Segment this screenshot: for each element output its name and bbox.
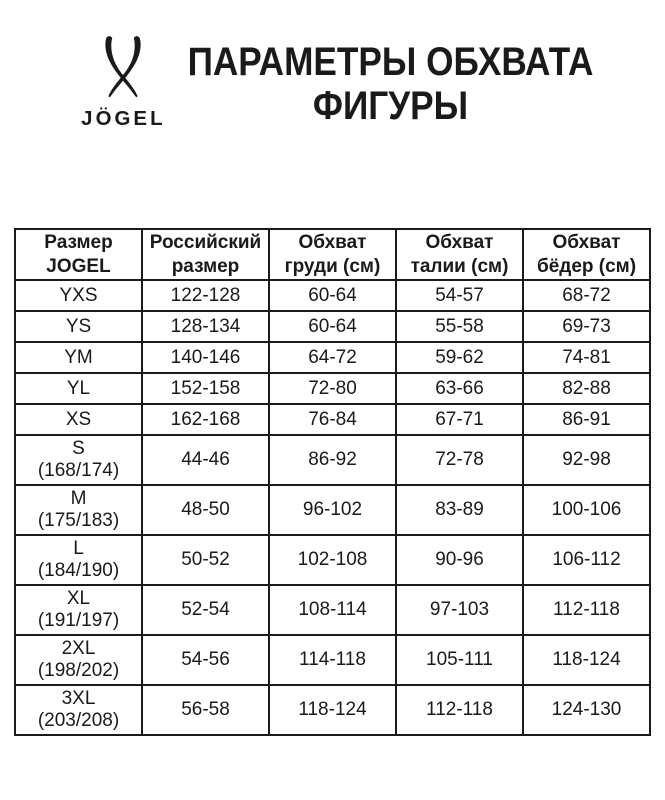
cell-russian-size: [142, 585, 269, 635]
cell-chest: [269, 404, 396, 435]
size-table-head: [15, 229, 650, 280]
range-value: 69-73: [562, 315, 611, 337]
cell-waist: [396, 280, 523, 311]
cell-hips: [523, 373, 650, 404]
range-value: 96-102: [302, 499, 363, 520]
table-row: [15, 485, 650, 535]
cell-chest: [269, 635, 396, 685]
cell-size-jogel: [15, 435, 142, 485]
cell-waist: [396, 635, 523, 685]
range-value: 86-92: [308, 449, 357, 470]
range-value: 74-81: [562, 346, 611, 368]
range-value: 72-80: [308, 377, 357, 399]
cell-chest: [269, 280, 396, 311]
cell-russian-size: [142, 373, 269, 404]
range-value: 118-124: [298, 699, 367, 720]
size-label: YL: [66, 377, 91, 399]
range-value: 128-134: [170, 315, 241, 337]
cell-waist: [396, 373, 523, 404]
range-value: 108-114: [298, 599, 367, 620]
range-value: 54-57: [435, 284, 484, 306]
size-height-note: (168/174): [37, 460, 120, 481]
table-row: [15, 535, 650, 585]
cell-hips: [523, 404, 650, 435]
cell-russian-size: [142, 635, 269, 685]
title-line-2: ФИГУРЫ: [312, 84, 469, 128]
column-header: [269, 229, 396, 280]
range-value: 90-96: [435, 549, 484, 570]
cell-waist: [396, 404, 523, 435]
column-header: [15, 229, 142, 280]
cell-chest: [269, 685, 396, 735]
cell-hips: [523, 280, 650, 311]
column-header-line-2: талии (см): [410, 255, 509, 277]
cell-hips: [523, 535, 650, 585]
size-label: XL: [66, 588, 91, 609]
cell-waist: [396, 485, 523, 535]
size-label: YXS: [59, 284, 98, 306]
range-value: 54-56: [181, 649, 230, 670]
range-value: 162-168: [170, 408, 241, 430]
brand-wordmark: JÖGEL: [80, 108, 166, 130]
size-label: M: [70, 488, 87, 509]
cell-size-jogel: [15, 635, 142, 685]
range-value: 64-72: [308, 346, 357, 368]
range-value: 82-88: [562, 377, 611, 399]
cell-waist: [396, 535, 523, 585]
cell-russian-size: [142, 280, 269, 311]
cell-waist: [396, 585, 523, 635]
page-title: [118, 40, 663, 128]
cell-hips: [523, 635, 650, 685]
cell-size-jogel: [15, 311, 142, 342]
range-value: 55-58: [435, 315, 484, 337]
size-height-note: (175/183): [37, 510, 120, 531]
size-label: YM: [64, 346, 93, 368]
column-header-line-1: Обхват: [425, 231, 494, 253]
range-value: 48-50: [181, 499, 230, 520]
range-value: 76-84: [308, 408, 357, 430]
range-value: 106-112: [552, 549, 621, 570]
size-table-body: [15, 280, 650, 735]
column-header: [396, 229, 523, 280]
cell-size-jogel: [15, 373, 142, 404]
table-row: [15, 435, 650, 485]
range-value: 118-124: [552, 649, 621, 670]
cell-chest: [269, 585, 396, 635]
size-label: S: [72, 438, 85, 459]
cell-russian-size: [142, 404, 269, 435]
range-value: 83-89: [435, 499, 484, 520]
cell-chest: [269, 311, 396, 342]
table-row: [15, 685, 650, 735]
range-value: 112-118: [426, 699, 493, 720]
cell-russian-size: [142, 535, 269, 585]
range-value: 63-66: [435, 377, 484, 399]
cell-russian-size: [142, 435, 269, 485]
range-value: 105-111: [426, 649, 493, 670]
cell-size-jogel: [15, 585, 142, 635]
column-header: [523, 229, 650, 280]
size-height-note: (191/197): [37, 610, 120, 631]
table-row: [15, 342, 650, 373]
range-value: 56-58: [181, 699, 230, 720]
size-height-note: (203/208): [37, 710, 120, 731]
range-value: 152-158: [170, 377, 241, 399]
cell-hips: [523, 435, 650, 485]
range-value: 97-103: [429, 599, 490, 620]
range-value: 44-46: [181, 449, 230, 470]
table-row: [15, 280, 650, 311]
range-value: 50-52: [181, 549, 230, 570]
size-height-note: (198/202): [37, 660, 120, 681]
size-table: [14, 228, 651, 736]
range-value: 100-106: [551, 499, 622, 520]
cell-waist: [396, 435, 523, 485]
cell-waist: [396, 311, 523, 342]
cell-russian-size: [142, 485, 269, 535]
range-value: 112-118: [553, 599, 620, 620]
range-value: 72-78: [435, 449, 484, 470]
cell-size-jogel: [15, 342, 142, 373]
range-value: 60-64: [308, 315, 357, 337]
size-label: XS: [65, 408, 92, 430]
cell-size-jogel: [15, 404, 142, 435]
cell-waist: [396, 342, 523, 373]
range-value: 60-64: [308, 284, 357, 306]
cell-chest: [269, 485, 396, 535]
range-value: 102-108: [297, 549, 368, 570]
size-label: YS: [65, 315, 92, 337]
size-label: L: [73, 538, 84, 559]
cell-chest: [269, 535, 396, 585]
range-value: 59-62: [435, 346, 484, 368]
column-header-line-2: размер: [171, 255, 240, 277]
cell-hips: [523, 685, 650, 735]
table-header-row: [15, 229, 650, 280]
range-value: 124-130: [551, 699, 622, 720]
range-value: 52-54: [181, 599, 230, 620]
column-header: [142, 229, 269, 280]
cell-hips: [523, 485, 650, 535]
table-row: [15, 404, 650, 435]
cell-hips: [523, 585, 650, 635]
range-value: 68-72: [562, 284, 611, 306]
cell-chest: [269, 373, 396, 404]
table-row: [15, 373, 650, 404]
table-row: [15, 585, 650, 635]
range-value: 114-118: [299, 649, 366, 670]
cell-hips: [523, 311, 650, 342]
range-value: 86-91: [562, 408, 611, 430]
cell-hips: [523, 342, 650, 373]
column-header-line-2: бёдер (см): [536, 255, 637, 277]
column-header-line-1: Размер: [44, 231, 113, 253]
column-header-line-1: Обхват: [298, 231, 367, 253]
cell-chest: [269, 435, 396, 485]
range-value: 92-98: [562, 449, 611, 470]
cell-waist: [396, 685, 523, 735]
table-row: [15, 311, 650, 342]
size-label: 2XL: [61, 638, 96, 659]
range-value: 67-71: [435, 408, 484, 430]
cell-russian-size: [142, 311, 269, 342]
column-header-line-2: JOGEL: [46, 255, 111, 277]
range-value: 140-146: [170, 346, 241, 368]
cell-russian-size: [142, 685, 269, 735]
cell-size-jogel: [15, 685, 142, 735]
range-value: 122-128: [170, 284, 241, 306]
cell-size-jogel: [15, 280, 142, 311]
table-row: [15, 635, 650, 685]
size-label: 3XL: [61, 688, 96, 709]
column-header-line-2: груди (см): [284, 255, 381, 277]
cell-size-jogel: [15, 535, 142, 585]
size-height-note: (184/190): [37, 560, 120, 581]
cell-size-jogel: [15, 485, 142, 535]
header: [0, 0, 665, 210]
cell-russian-size: [142, 342, 269, 373]
title-line-1: ПАРАМЕТРЫ ОБХВАТА: [187, 40, 594, 84]
column-header-line-1: Российский: [149, 231, 262, 253]
column-header-line-1: Обхват: [552, 231, 621, 253]
cell-chest: [269, 342, 396, 373]
